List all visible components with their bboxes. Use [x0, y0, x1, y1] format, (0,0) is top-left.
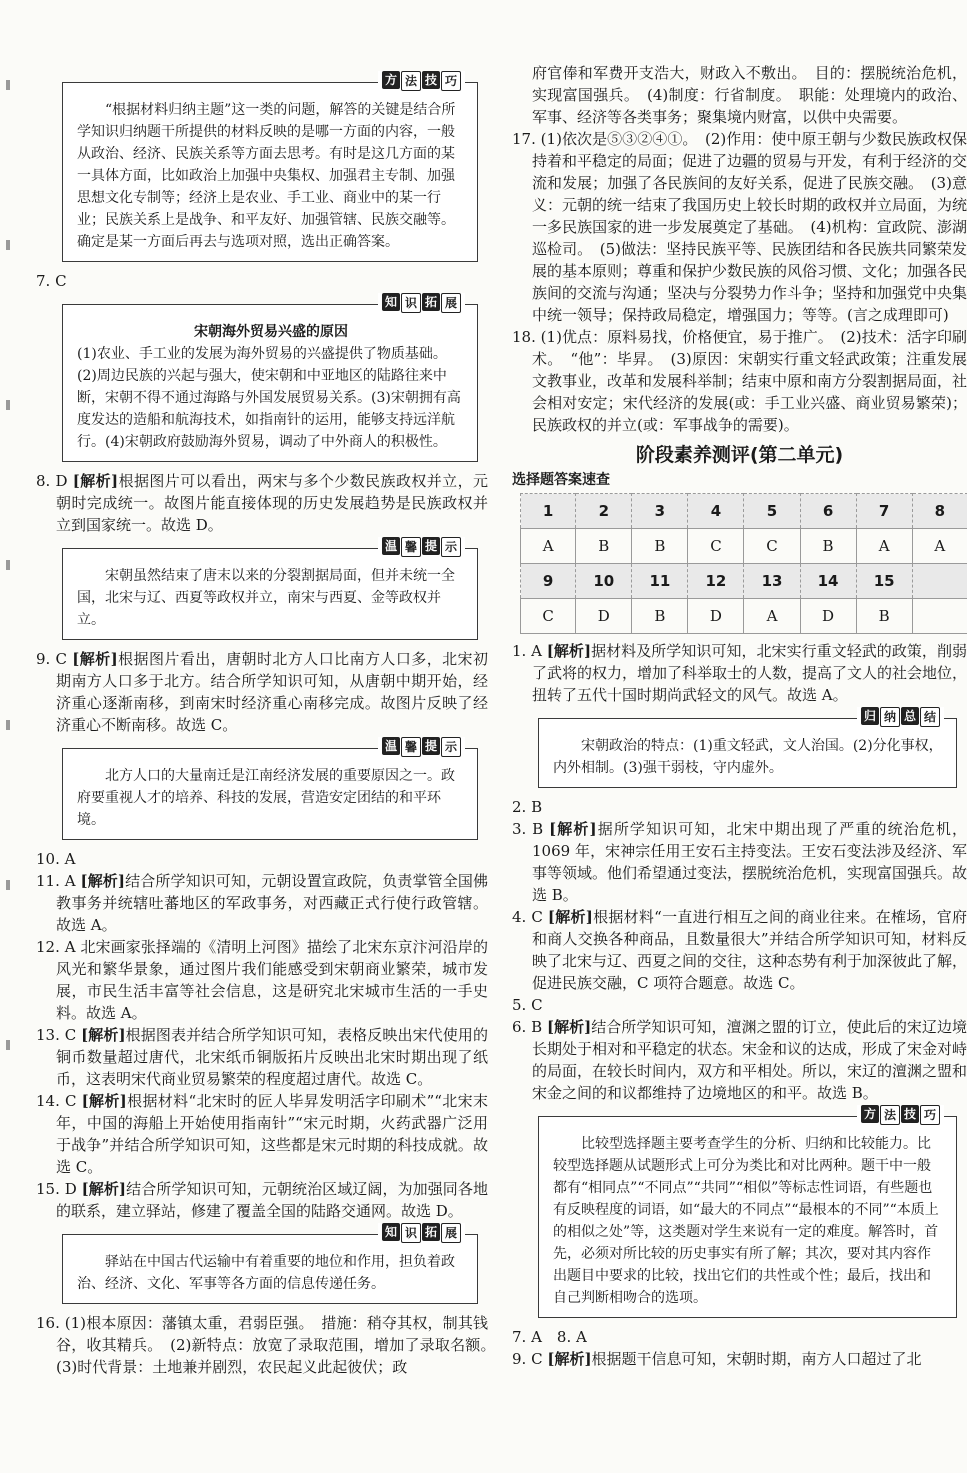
section-title: 阶段素养测评(第二单元) [635, 444, 844, 466]
box-title-badge: 方 法 技 巧 [857, 1105, 944, 1125]
box-title-badge: 归 纳 总 结 [857, 707, 944, 727]
warm-tip-box-1 [62, 539, 478, 640]
answer-9: 9. C [解析]根据图片看出，唐朝时北方人口比南方人口多，北宋初期南方人口多于北方。结合所学知识可知，从唐朝中期开始，经济重心逐渐南移，到南宋时经济重心南移完成。故图片反映了经济重心不断南移。故选 C。 [36, 650, 488, 734]
answer-7: 7. C [36, 272, 67, 290]
box-title-badge: 知 识 拓 展 [378, 293, 465, 313]
answer-8: 8. D [解析]根据图片可以看出，两宋与多个少数民族政权并立，元朝时完成统一。故图片能直接体现的历史发展趋势是民族政权并立到国家统一。故选 D。 [36, 472, 488, 534]
box-body: “根据材料归纳主题”这一类的问题，解答的关键是结合所学知识归纳题干所提供的材料反映的是哪一方面的内容，一般从政治、经济、民族关系等方面去思考。有时是这几方面的某一具体方面，比如政治上加强中央集权、加强君主专制、加强思想文化专制等；经济上是农业、手工业、商业中的某一行业；民族关系上是战争、和平友好、加强管辖、民族交融等。确定是某一方面后再去与选项对照，选出正确答案。 [77, 102, 456, 250]
answer-b9: 9. C [解析]根据题干信息可知，宋朝时期，南方人口超过了北 [512, 1350, 922, 1368]
answer-b4: 4. C [解析]根据材料“一直进行相互之间的商业往来。在榷场，官府和商人交换各种商品，且数量很大”并结合所学知识可知，材料反映了北宋与辽、西夏之间的交往，这种态势有利于加深彼此了解，促进民族交融，C 项符合题意。故选 C。 [512, 908, 967, 992]
box-title-badge: 温 馨 提 示 [378, 537, 465, 557]
left-column [36, 62, 504, 1378]
answer-16-continued: 府官俸和军费开支浩大，财政入不敷出。 目的：摆脱统治危机，实现富国强兵。 (4)制度：行省制度。 职能：处理境内的政治、军事、经济等各类事务；聚集境内财富，以供中央需要。 [532, 64, 967, 126]
box-title-badge: 温 馨 提 示 [378, 737, 465, 757]
box-body: 比较型选择题主要考查学生的分析、归纳和比较能力。比较型选择题从试题形式上可分为类比和对比两种。题干中一般都有“相同点”“不同点”“共同”“相似”等标志性词语，有些题也有反映程度的词语，如“最大的不同点”“最根本的不同”“本质上的相似之处”等，这类题对学生来说有一定的难度。解答时，首先，必须对所比较的历史事实有所了解；其次，要对其内容作出题目中要求的比较，找出它们的共性或个性；最后，找出和自己判断相吻合的选项。 [553, 1136, 939, 1306]
summary-box [538, 709, 957, 788]
answer-b1: 1. A [解析]据材料及所学知识可知，北宋实行重文轻武的政策，削弱了武将的权力，增加了科举取士的人数，提高了文人的社会地位，扭转了五代十国时期尚武轻文的风气。故选 A。 [512, 642, 967, 704]
answer-12: 12. A 北宋画家张择端的《清明上河图》描绘了北宋东京汴河沿岸的风光和繁华景象，通过图片我们能感受到宋朝商业繁荣，城市发展，市民生活丰富等社会信息，这是研究北宋城市生活的一手史料。故选 A。 [36, 938, 488, 1022]
table-row: C D B D A D B [521, 599, 967, 634]
box-heading: 宋朝海外贸易兴盛的原因 [194, 324, 348, 340]
answer-15: 15. D [解析]结合所学知识可知，元朝统治区域辽阔，为加强同各地的联系，建立驿站，修建了覆盖全国的陆路交通网。故选 D。 [36, 1180, 488, 1220]
box-title-badge: 知 识 拓 展 [378, 1223, 465, 1243]
answer-table-title: 选择题答案速查 [512, 472, 610, 488]
answer-18: 18. (1)优点：原料易找，价格便宜，易于推广。 (2)技术：活字印刷术。 “他”：毕昇。 (3)原因：宋朝实行重文轻武政策；注重发展文教事业，改革和发展科举制；结束中原和南方分裂割据局面，社会相对安定；宋代经济的发展(或：手工业兴盛、商业贸易繁荣)；民族政权的并立(或：军事战争的需要)。 [512, 328, 967, 434]
knowledge-extension-box-2 [62, 1225, 478, 1304]
answer-table [520, 493, 967, 634]
table-row: A B B C C B A A [521, 529, 967, 564]
answer-b5: 5. C [512, 996, 543, 1014]
answer-16: 16. (1)根本原因：藩镇太重，君弱臣强。 措施：稍夺其权，制其钱谷，收其精兵。 (2)新特点：放宽了录取范围，增加了录取名额。 (3)时代背景：土地兼并剧烈，农民起义此起彼伏；政 [36, 1314, 504, 1376]
answer-b6: 6. B [解析]结合所学知识可知，澶渊之盟的订立，使此后的宋辽边境长期处于相对和平稳定的状态。宋金和议的达成，形成了宋金对峙的局面，在较长时间内，双方和平相处。所以，宋辽的澶渊之盟和宋金之间的和议都维持了边境地区的和平。故选 B。 [512, 1018, 967, 1102]
box-body: 北方人口的大量南迁是江南经济发展的重要原因之一。政府要重视人才的培养、科技的发展，营造安定团结的和平环境。 [77, 768, 455, 828]
right-column [512, 62, 967, 1370]
box-body: 宋朝政治的特点：(1)重文轻武，文人治国。(2)分化事权，内外相制。(3)强干弱枝，守内虚外。 [553, 738, 943, 776]
answer-10: 10. A [36, 850, 76, 868]
answer-11: 11. A [解析]结合所学知识可知，元朝设置宣政院，负责掌管全国佛教事务并统辖吐蕃地区的军政事务，对西藏正式行使行政管辖。故选 A。 [36, 872, 488, 934]
knowledge-extension-box-1 [62, 295, 478, 462]
method-tips-box-1 [62, 73, 478, 262]
method-tips-box-2 [538, 1107, 957, 1318]
box-body: (1)农业、手工业的发展为海外贸易的兴盛提供了物质基础。(2)周边民族的兴起与强大，使宋朝和中亚地区的陆路往来中断，宋朝不得不通过海路与外国发展贸易关系。(3)宋朝拥有高度发达的造船和航海技术，如指南针的运用，能够支持远洋航行。(4)宋朝政府鼓励海外贸易，调动了中外商人的积极性。 [77, 346, 461, 450]
warm-tip-box-2 [62, 739, 478, 840]
table-row: 1 2 3 4 5 6 7 8 [521, 494, 967, 529]
answer-14: 14. C [解析]根据材料“北宋时的匠人毕昇发明活字印刷术”“北宋末年，中国的海船上开始使用指南针”“宋元时期，火药武器广泛用于战争”并结合所学知识可知，这些都是宋元时期的科技成就。故选 C。 [36, 1092, 488, 1176]
box-body: 宋朝虽然结束了唐末以来的分裂割据局面，但并未统一全国，北宋与辽、西夏等政权并立，南宋与西夏、金等政权并立。 [77, 568, 455, 628]
answer-b3: 3. B [解析]据所学知识可知，北宋中期出现了严重的统治危机，1069 年，宋神宗任用王安石主持变法。王安石变法涉及经济、军事等领域。他们希望通过变法，摆脱统治危机，实现富国强兵。故选 B。 [512, 820, 967, 904]
answer-b7-b8: 7. A 8. A [512, 1328, 587, 1346]
box-body: 驿站在中国古代运输中有着重要的地位和作用，担负着政治、经济、文化、军事等各方面的信息传递任务。 [77, 1254, 455, 1292]
answer-17: 17. (1)依次是⑤③②④①。 (2)作用：使中原王朝与少数民族政权保持着和平稳定的局面；促进了边疆的贸易与开发，有利于经济的交流和发展；加强了各民族间的友好关系，促进了民族交融。 (3)意义：元朝的统一结束了我国历史上较长时期的政权并立局面，为统一多民族国家的进一步发展奠定了基础。 (4)机构：宣政院、澎湖巡检司。 (5)做法：坚持民族平等、民族团结和各民族共同繁荣发展的基本原则；尊重和保护少数民族的风俗习惯、文化；加强各民族间的交流与沟通；坚决与分裂势力作斗争；坚持和加强党中央集中统一领导；保持政局稳定，增强国力；等等。(言之成理即可) [512, 130, 967, 324]
box-title-badge: 方 法 技 巧 [378, 71, 465, 91]
binding-marks [2, 80, 14, 1280]
answer-13: 13. C [解析]根据图表并结合所学知识可知，表格反映出宋代使用的铜币数量超过唐代，北宋纸币铜版拓片反映出北宋时期出现了纸币，这表明宋代商业贸易繁荣的程度超过唐代。故选 C。 [36, 1026, 488, 1088]
answer-b2: 2. B [512, 798, 543, 816]
table-row: 9 10 11 12 13 14 15 [521, 564, 967, 599]
